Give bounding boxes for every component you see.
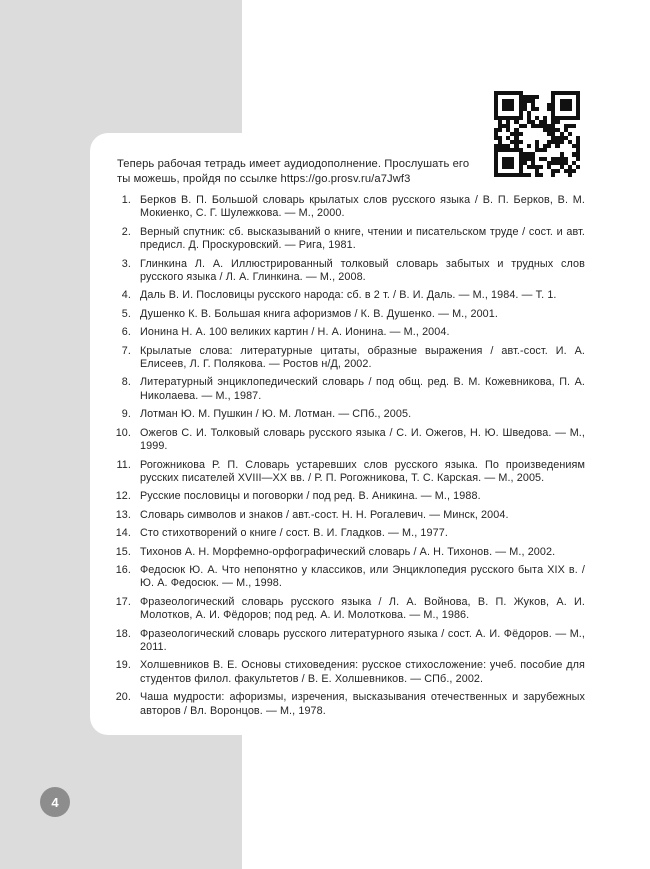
item-number: 12. <box>115 490 131 503</box>
item-number: 11. <box>116 458 131 471</box>
list-item <box>107 376 585 403</box>
item-text: Фразеологический словарь русского литературного языка / сост. А. И. Фёдоров. — М., 2011. <box>140 627 585 653</box>
list-item <box>107 596 585 623</box>
list-item <box>107 258 585 285</box>
list-item <box>107 490 585 503</box>
list-item <box>107 408 585 421</box>
audio-supplement-note <box>117 157 479 187</box>
item-text: Рогожникова Р. П. Словарь устаревших слов русского языка. По произведениям русских писателей XVIII—XX вв. / Р. П. Рогожникова, Т. С. Карская. — М., 2005. <box>140 458 585 484</box>
item-text: Крылатые слова: литературные цитаты, образные выражения / авт.-сост. И. А. Елисеев, Л. Г. Полякова. — Ростов н/Д, 2002. <box>140 344 585 371</box>
item-number: 14. <box>115 527 131 540</box>
item-text: Глинкина Л. А. Иллюстрированный толковый словарь забытых и трудных слов русского языка / Л. А. Глинкина. — М., 2008. <box>140 257 585 284</box>
page-number-badge <box>40 787 70 817</box>
item-text: Ионина Н. А. 100 великих картин / Н. А. Ионина. — М., 2004. <box>140 326 450 339</box>
item-number: 1. <box>121 194 131 206</box>
item-number: 10. <box>115 426 131 439</box>
item-number: 20. <box>115 691 131 704</box>
list-item <box>107 226 585 253</box>
item-text: Тихонов А. Н. Морфемно-орфографический словарь / А. Н. Тихонов. — М., 2002. <box>140 545 556 558</box>
audio-supplement-text: Теперь рабочая тетрадь имеет аудиодополнение. Прослушать его ты можешь, пройдя по ссылке <box>117 158 470 186</box>
list-item <box>107 194 585 221</box>
item-number: 8. <box>121 376 131 389</box>
bibliography-list <box>107 194 585 723</box>
item-number: 7. <box>121 344 131 357</box>
item-text: Даль В. И. Пословицы русского народа: сб. в 2 т. / В. И. Даль. — М., 1984. — Т. 1. <box>140 289 557 302</box>
list-item <box>107 546 585 559</box>
item-text: Берков В. П. Большой словарь крылатых слов русского языка / В. П. Берков, В. М. Мокиенко, С. Г. Шулежкова. — М., 2000. <box>140 194 585 220</box>
item-text: Чаша мудрости: афоризмы, изречения, высказывания отечественных и зарубежных авторов / Вл. Воронцов. — М., 1978. <box>140 691 585 717</box>
list-item <box>107 691 585 718</box>
list-item <box>107 308 585 321</box>
item-text: Ожегов С. И. Толковый словарь русского языка / С. И. Ожегов, Н. Ю. Шведова. — М., 1999. <box>140 426 585 453</box>
item-text: Верный спутник: сб. высказываний о книге, чтении и писательском труде / сост. и авт. предисл. Д. Проскуровский. — Рига, 1981. <box>140 225 585 252</box>
item-number: 9. <box>121 408 131 421</box>
page-number: 4 <box>51 794 59 810</box>
item-text: Словарь символов и знаков / авт.-сост. Н. Н. Рогалевич. — Минск, 2004. <box>140 508 509 521</box>
item-text: Душенко К. В. Большая книга афоризмов / К. В. Душенко. — М., 2001. <box>140 307 498 320</box>
list-item <box>107 326 585 339</box>
item-text: Литературный энциклопедический словарь / под общ. ред. В. М. Кожевникова, П. А. Николаева. — М., 1987. <box>140 376 585 402</box>
item-text: Лотман Ю. М. Пушкин / Ю. М. Лотман. — СПб., 2005. <box>140 408 412 421</box>
list-item <box>107 345 585 372</box>
qr-code-icon <box>492 89 582 179</box>
item-number: 5. <box>121 307 131 320</box>
item-number: 2. <box>121 225 131 238</box>
item-text: Фразеологический словарь русского языка / Л. А. Войнова, В. П. Жуков, А. И. Молотков, А. И. Фёдоров; под ред. А. И. Молоткова. — М., 1986. <box>140 595 585 622</box>
list-item <box>107 509 585 522</box>
list-item <box>107 628 585 655</box>
list-item <box>107 564 585 591</box>
item-number: 13. <box>115 508 131 521</box>
audio-link[interactable]: https://go.prosv.ru/a7Jwf3 <box>280 173 411 186</box>
list-item <box>107 427 585 454</box>
item-number: 4. <box>121 289 131 302</box>
list-item <box>107 459 585 486</box>
list-item <box>107 289 585 302</box>
item-text: Федосюк Ю. А. Что непонятно у классиков, или Энциклопедия русского быта XIX в. / Ю. А. Федосюк. — М., 1998. <box>140 563 585 590</box>
item-number: 16. <box>115 563 131 576</box>
item-number: 6. <box>121 326 131 339</box>
item-number: 18. <box>115 627 131 640</box>
item-text: Сто стихотворений о книге / сост. В. И. Гладков. — М., 1977. <box>140 527 448 540</box>
item-number: 17. <box>115 595 131 608</box>
item-number: 15. <box>115 545 131 558</box>
list-item <box>107 527 585 540</box>
item-number: 19. <box>115 659 131 672</box>
list-item <box>107 659 585 686</box>
item-text: Холшевников В. Е. Основы стиховедения: русское стихосложение: учеб. пособие для студентов филол. факультетов / В. Е. Холшевников. — СПб., 2002. <box>140 659 585 685</box>
item-text: Русские пословицы и поговорки / под ред. В. Аникина. — М., 1988. <box>140 490 481 503</box>
item-number: 3. <box>121 257 131 270</box>
